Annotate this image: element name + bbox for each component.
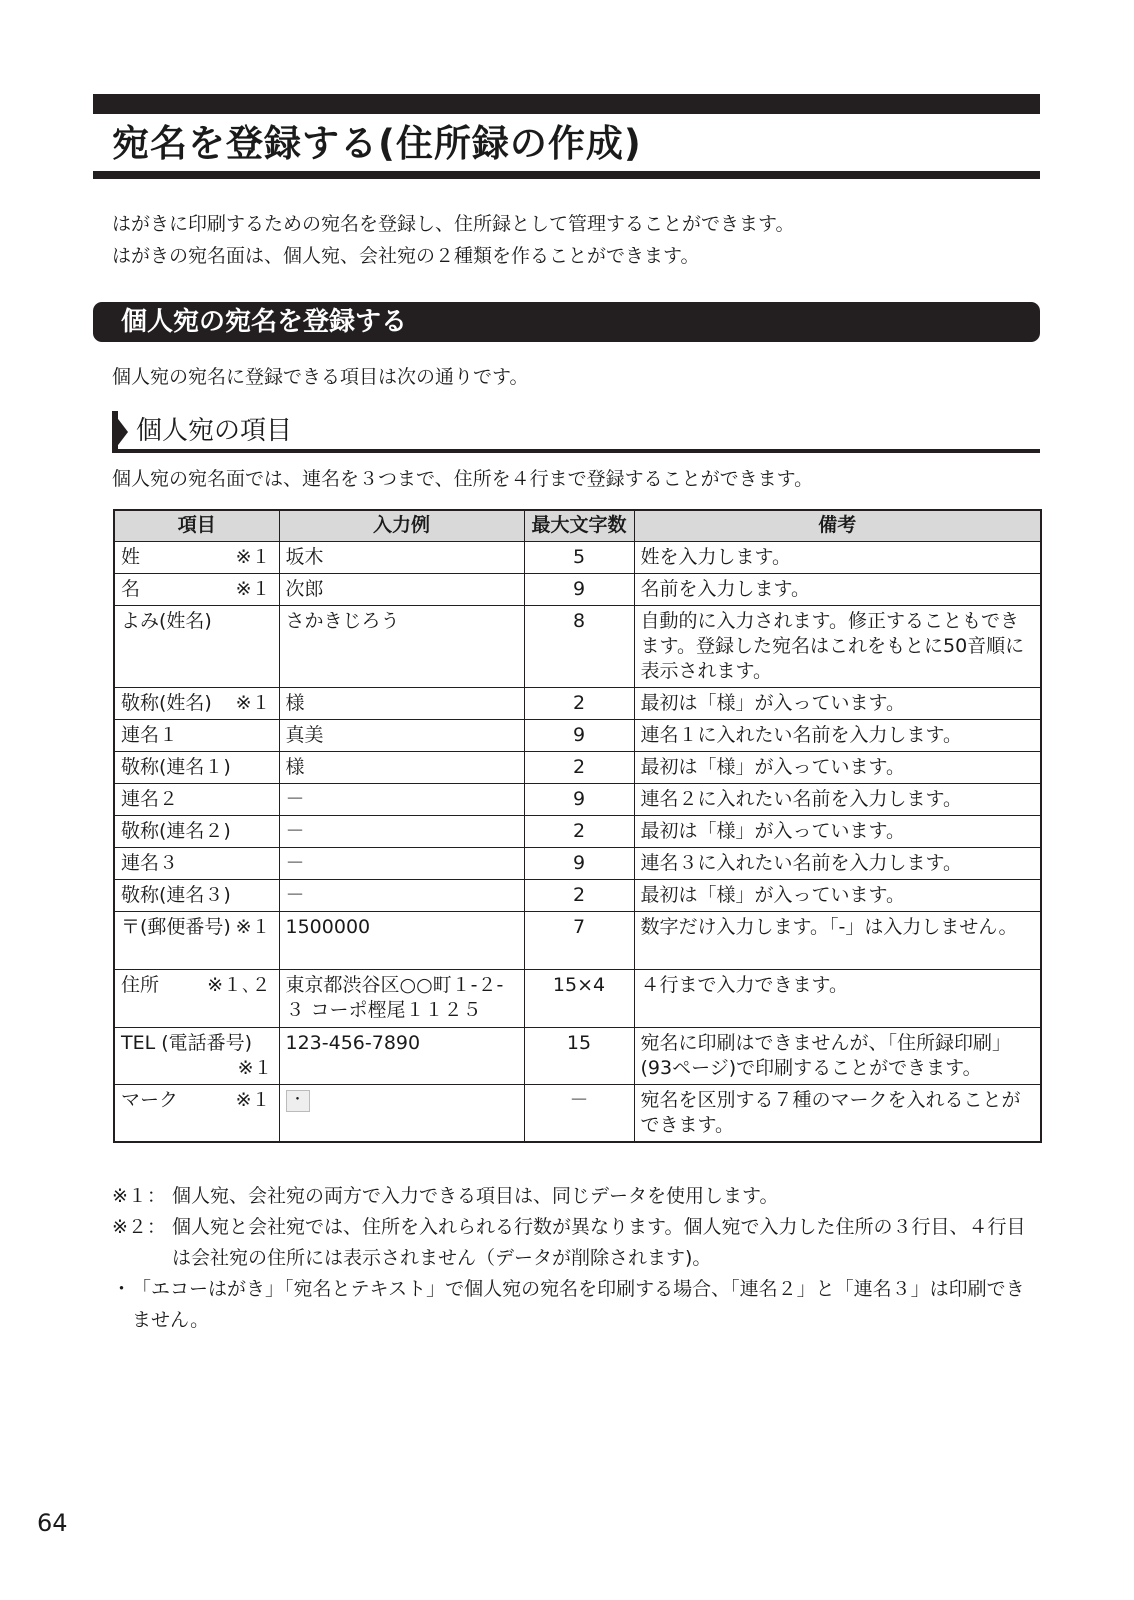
footnotes xyxy=(112,1181,1042,1336)
example-cell: 次郎 xyxy=(279,574,524,606)
max-chars-cell: － xyxy=(524,1085,634,1143)
example-cell: 坂木 xyxy=(279,542,524,574)
item-label: マーク xyxy=(121,1089,179,1111)
example-cell: 1500000 xyxy=(279,912,524,970)
max-chars-cell: 5 xyxy=(524,542,634,574)
remarks-cell: 連名１に入れたい名前を入力します。 xyxy=(634,720,1041,752)
column-header-example: 入力例 xyxy=(279,510,524,542)
remarks-cell: 数字だけ入力します。「-」は入力しません。 xyxy=(634,912,1041,970)
remarks-cell: 最初は「様」が入っています。 xyxy=(634,688,1041,720)
example-cell: 東京都渋谷区○○町１-２-３ コーポ樫尾１１２５ xyxy=(279,970,524,1028)
footnote-mark: ※１ xyxy=(237,1057,273,1079)
heading-arrow-icon xyxy=(112,411,128,453)
table-header-row xyxy=(114,510,1041,542)
item-label: 連名１ xyxy=(121,724,179,746)
max-chars-cell: 2 xyxy=(524,880,634,912)
item-label: 連名３ xyxy=(121,852,179,874)
footnote-key: ※１： xyxy=(112,1185,166,1207)
footnote-mark: ※１ xyxy=(235,1089,271,1111)
items-table xyxy=(113,509,1042,1143)
table-row xyxy=(114,542,1041,574)
column-header-remarks: 備考 xyxy=(634,510,1041,542)
example-cell xyxy=(279,1085,524,1143)
item-label: 敬称(連名３) xyxy=(121,884,231,906)
subsection-rule xyxy=(112,449,1040,453)
table-row xyxy=(114,720,1041,752)
title-top-rule xyxy=(93,94,1040,114)
example-cell: － xyxy=(279,848,524,880)
table-row xyxy=(114,912,1041,970)
bullet-text: 「エコーはがき」「宛名とテキスト」で個人宛の宛名を印刷する場合、「連名２」と「連名３」は印刷できません。 xyxy=(132,1278,1025,1331)
footnote-item xyxy=(112,1212,1042,1274)
table-row xyxy=(114,606,1041,688)
max-chars-cell: 2 xyxy=(524,816,634,848)
table-row xyxy=(114,880,1041,912)
remarks-cell: 名前を入力します。 xyxy=(634,574,1041,606)
footnote-mark: ※１ xyxy=(235,546,271,568)
subsection-heading xyxy=(112,411,1040,453)
item-cell xyxy=(114,912,279,970)
table-description: 個人宛の宛名面では、連名を３つまで、住所を４行まで登録することができます。 xyxy=(112,468,814,490)
section-header xyxy=(93,302,1040,342)
max-chars-cell: 9 xyxy=(524,848,634,880)
item-label: 姓 xyxy=(121,546,141,568)
column-header-item: 項目 xyxy=(114,510,279,542)
item-cell xyxy=(114,970,279,1028)
item-cell xyxy=(114,1085,279,1143)
max-chars-cell: 2 xyxy=(524,752,634,784)
item-cell xyxy=(114,542,279,574)
item-cell xyxy=(114,816,279,848)
table-row xyxy=(114,574,1041,606)
page-title: 宛名を登録する(住所録の作成) xyxy=(112,122,642,165)
table-row xyxy=(114,1085,1041,1143)
example-cell: 真美 xyxy=(279,720,524,752)
mark-symbol-icon: ・ xyxy=(286,1090,310,1112)
item-cell xyxy=(114,1028,279,1085)
footnote-key: ※２： xyxy=(112,1216,166,1238)
example-cell: 様 xyxy=(279,688,524,720)
max-chars-cell: 7 xyxy=(524,912,634,970)
page-number: 64 xyxy=(37,1509,68,1537)
title-underline xyxy=(93,171,1040,179)
bullet-icon: ・ xyxy=(112,1278,132,1300)
example-cell: － xyxy=(279,784,524,816)
item-cell xyxy=(114,880,279,912)
footnote-mark: ※１ xyxy=(235,578,271,600)
table-row xyxy=(114,816,1041,848)
item-label: よみ(姓名) xyxy=(121,610,212,632)
item-label: TEL (電話番号) xyxy=(121,1032,253,1054)
footnote-mark: ※１､２ xyxy=(207,974,271,996)
footnote-text: 個人宛、会社宛の両方で入力できる項目は、同じデータを使用します。 xyxy=(172,1185,779,1207)
example-cell: さかきじろう xyxy=(279,606,524,688)
max-chars-cell: 9 xyxy=(524,720,634,752)
item-label: 敬称(連名１) xyxy=(121,756,231,778)
remarks-cell: 最初は「様」が入っています。 xyxy=(634,752,1041,784)
footnote-item xyxy=(112,1181,1042,1212)
remarks-cell: 宛名に印刷はできませんが、「住所録印刷」(93ページ)で印刷することができます。 xyxy=(634,1028,1041,1085)
item-label: 〒(郵便番号) xyxy=(121,916,231,938)
max-chars-cell: 9 xyxy=(524,784,634,816)
footnote-mark: ※１ xyxy=(235,916,271,938)
example-cell: － xyxy=(279,880,524,912)
table-row xyxy=(114,970,1041,1028)
item-cell xyxy=(114,752,279,784)
max-chars-cell: 15×4 xyxy=(524,970,634,1028)
remarks-cell: 姓を入力します。 xyxy=(634,542,1041,574)
item-label: 敬称(連名２) xyxy=(121,820,231,842)
item-label: 敬称(姓名) xyxy=(121,692,212,714)
remarks-cell: ４行まで入力できます。 xyxy=(634,970,1041,1028)
item-label: 連名２ xyxy=(121,788,179,810)
max-chars-cell: 8 xyxy=(524,606,634,688)
item-label: 名 xyxy=(121,578,141,600)
item-cell xyxy=(114,688,279,720)
item-cell xyxy=(114,606,279,688)
intro-line: はがきの宛名面は、個人宛、会社宛の２種類を作ることができます。 xyxy=(112,245,700,267)
example-cell: 123-456-7890 xyxy=(279,1028,524,1085)
subsection-title: 個人宛の項目 xyxy=(136,416,293,446)
table-row xyxy=(114,784,1041,816)
item-cell xyxy=(114,574,279,606)
remarks-cell: 連名２に入れたい名前を入力します。 xyxy=(634,784,1041,816)
item-cell xyxy=(114,720,279,752)
section-description: 個人宛の宛名に登録できる項目は次の通りです。 xyxy=(112,366,529,388)
remarks-cell: 自動的に入力されます。修正することもできます。登録した宛名はこれをもとに50音順に表示されます。 xyxy=(634,606,1041,688)
example-cell: － xyxy=(279,816,524,848)
table-row xyxy=(114,752,1041,784)
column-header-max-chars: 最大文字数 xyxy=(524,510,634,542)
remarks-cell: 宛名を区別する７種のマークを入れることができます。 xyxy=(634,1085,1041,1143)
table-row xyxy=(114,848,1041,880)
intro-text xyxy=(112,208,794,272)
footnote-text: 個人宛と会社宛では、住所を入れられる行数が異なります。個人宛で入力した住所の３行目、４行目は会社宛の住所には表示されません（データが削除されます)。 xyxy=(172,1216,1026,1269)
footnote-mark: ※１ xyxy=(235,692,271,714)
item-cell xyxy=(114,848,279,880)
example-cell: 様 xyxy=(279,752,524,784)
bullet-note xyxy=(112,1274,1042,1336)
table-row xyxy=(114,1028,1041,1085)
item-label: 住所 xyxy=(121,974,160,996)
section-title: 個人宛の宛名を登録する xyxy=(121,307,408,337)
item-cell xyxy=(114,784,279,816)
remarks-cell: 最初は「様」が入っています。 xyxy=(634,816,1041,848)
max-chars-cell: 2 xyxy=(524,688,634,720)
max-chars-cell: 9 xyxy=(524,574,634,606)
max-chars-cell: 15 xyxy=(524,1028,634,1085)
intro-line: はがきに印刷するための宛名を登録し、住所録として管理することができます。 xyxy=(112,213,795,235)
table-row xyxy=(114,688,1041,720)
remarks-cell: 連名３に入れたい名前を入力します。 xyxy=(634,848,1041,880)
remarks-cell: 最初は「様」が入っています。 xyxy=(634,880,1041,912)
